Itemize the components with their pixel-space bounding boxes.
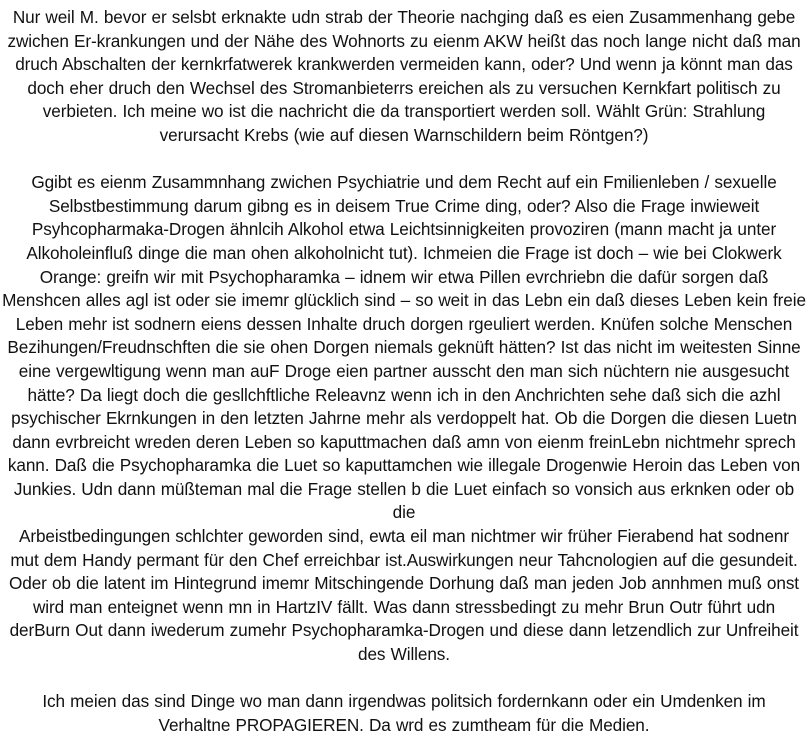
paragraph-psychiatrie: Ggibt es eienm Zusammnhang zwichen Psychiatrie und dem Recht auf ein Fmilienleben / sexuelle Selbstbestimmung darum gibng es in deisem True Crime ding, oder? Also die Frage inwieweit Psyhcopharmaka-Drogen ähnlcih Alkohol etwa Leichtsinnigkeiten provoziren (mann macht ja unter Alkoholeinfluß dinge die man ohen alkoholnicht tut). Ichmeien die Frage ist doch – wie bei Clokwerk Orange: greifn wir mit Psychopharamka – idnem wir etwa Pillen evrchriebn die dafür sorgen daß Menshcen alles agl ist oder sie imemr glücklich sind – so weit in das Lebn ein daß dieses Leben kein freie Leben mehr ist sodnern eiens dessen Inhalte druch dorgen rgeuliert werden. Knüfen solche Menschen Bezihungen/Freudnschften die sie ohen Dorgen niemals geknüft hätten? Ist das nicht im weitesten Sinne eine vergewltigung wenn man auF Droge eien partner ausscht den man sich nüchtern nie ausgesucht hätte? Da liegt doch die gesllchftliche Releavnz wenn ich in den Anchrichten sehe daß sich die azhl psychischer Ekrnkungen in den letzten Jahrne mehr als verdoppelt hat. Ob die Dorgen die diesen Luetn dann evrbreicht wreden deren Leben so kaputtmachen daß amn von eienm freinLebn nichtmehr sprech kann. Daß die Psychopharamka die Luet so kaputtamchen wie illegale Drogenwie Heroin das Leben von Junkies. Udn dann müßteman mal die Frage stellen b die Luet einfach so vonsich aus erknken oder ob die Arbeistbedingungen schlchter geworden sind, ewta eil man nichtmer wir früher Fierabend hat sodnenr mut dem Handy permant für den Chef erreichbar ist.Auswirkungen neur Tahcnologien auf die gesundeit. Oder ob die latent im Hintegrund imemr Mitschingende Dorhung daß man jeden Job annhmen muß onst wird man enteignet wenn mn in HartzIV fällt. Was dann stressbedingt zu mehr Brun Outr führt udn derBurn Out dann iwederum zumehr Psychopharamka-Drogen und diese dann letzendlich zur Unfreiheit des Willens. [2, 172, 806, 665]
paragraph-gap [2, 148, 806, 172]
paragraph-gap [2, 667, 806, 691]
paragraph-akw: Nur weil M. bevor er selsbt erknakte udn strab der Theorie nachging daß es eien Zusammenhang gebe zwichen Er-krankungen und der Nähe des Wohnorts zu eienm AKW heißt das noch lange nicht daß man druch Abschalten der kernkrfatwerek krankwerden vermeiden kann, oder? Und wenn ja könnt man das doch eher druch den Wechsel des Stromanbieterrs ereichen als zu versuchen Kernkfart politisch zu verbieten. Ich meine wo ist die nachricht die da transportiert werden soll. Wählt Grün: Strahlung verursacht Krebs (wie auf diesen Warnschildern beim Röntgen?) [7, 7, 801, 145]
paragraph-fazit: Ich meien das sind Dinge wo man dann irgendwas politsich fordernkann oder ein Umdenken im Verhaltne PROPAGIEREN. Da wrd es zumtheam für die Medien. [42, 691, 766, 735]
